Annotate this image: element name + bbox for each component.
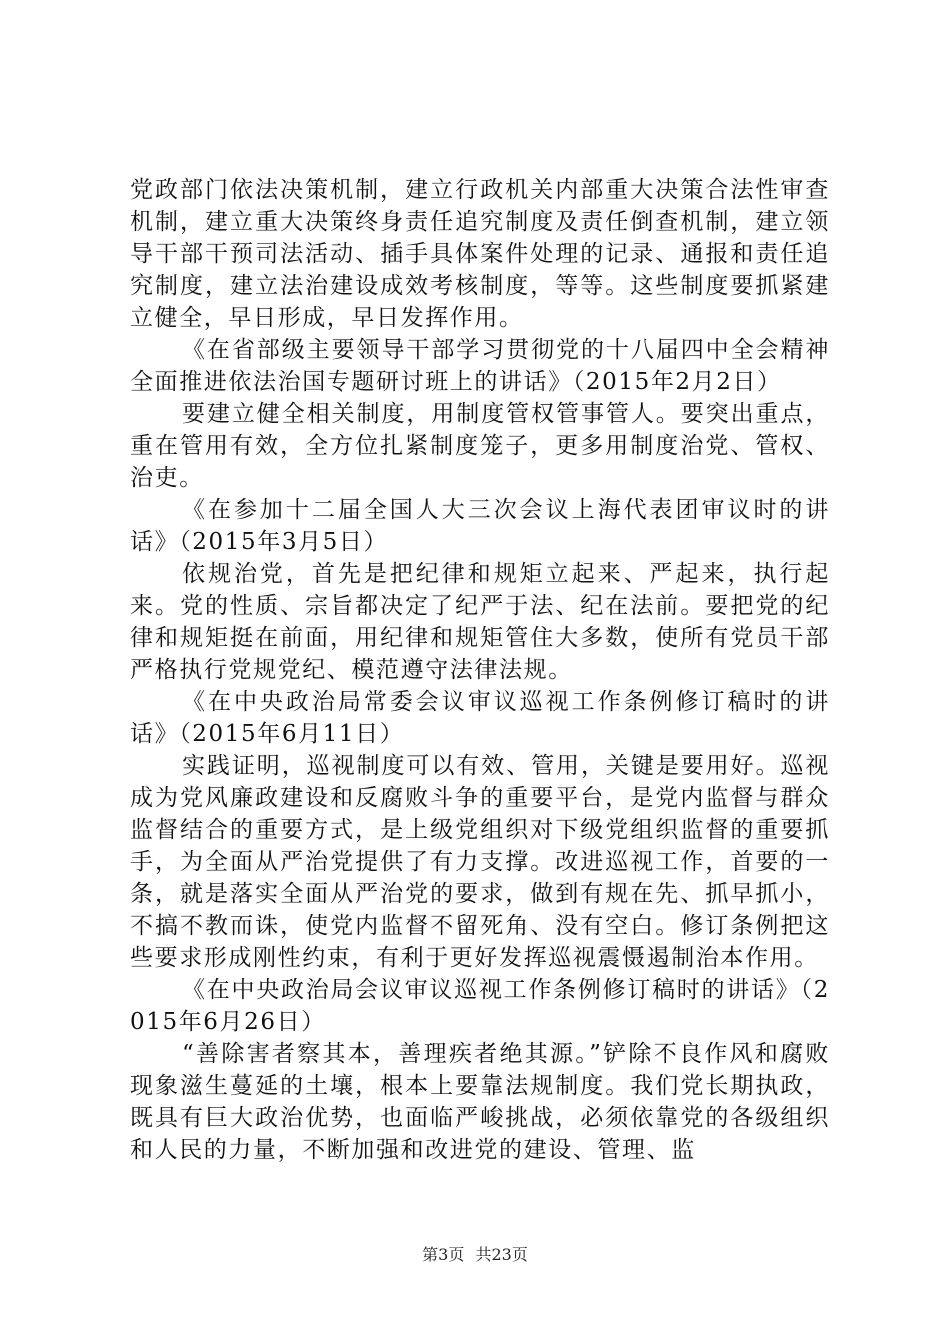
- document-body: [130, 174, 830, 1166]
- citation-1: 《在省部级主要领导干部学习贯彻党的十八届四中全会精神全面推进依法治国专题研讨班上的讲话》（2015年2月2日）: [130, 337, 830, 395]
- citation-2: 《在参加十二届全国人大三次会议上海代表团审议时的讲话》（2015年3月5日）: [130, 497, 830, 555]
- page-footer: [0, 1245, 950, 1265]
- paragraph-2: 要建立健全相关制度，用制度管权管事管人。要突出重点，重在管用有效，全方位扎紧制度笼子，更多用制度治党、管权、治吏。: [130, 401, 830, 491]
- paragraph-5: “善除害者察其本，善理疾者绝其源。”铲除不良作风和腐败现象滋生蔓延的土壤，根本上要靠法规制度。我们党长期执政，既具有巨大政治优势，也面临严峻挑战，必须依靠党的各级组织和人民的力量，不断加强和改进党的建设、管理、监: [130, 1041, 830, 1163]
- paragraph-4: 实践证明，巡视制度可以有效、管用，关键是要用好。巡视成为党风廉政建设和反腐败斗争的重要平台，是党内监督与群众监督结合的重要方式，是上级党组织对下级党组织监督的重要抓手，为全面从严治党提供了有力支撑。改进巡视工作，首要的一条，就是落实全面从严治党的要求，做到有规在先、抓早抓小，不搞不教而诛，使党内监督不留死角、没有空白。修订条例把这些要求形成刚性约束，有利于更好发挥巡视震慑遏制治本作用。: [130, 753, 830, 971]
- page-total: 共23页: [475, 1245, 528, 1264]
- citation-4: 《在中央政治局会议审议巡视工作条例修订稿时的讲话》（2015年6月26日）: [130, 977, 830, 1035]
- citation-3: 《在中央政治局常委会议审议巡视工作条例修订稿时的讲话》（2015年6月11日）: [130, 689, 830, 747]
- page-number: 第3页: [422, 1245, 465, 1264]
- paragraph-1: 党政部门依法决策机制，建立行政机关内部重大决策合法性审查机制，建立重大决策终身责任追究制度及责任倒查机制，建立领导干部干预司法活动、插手具体案件处理的记录、通报和责任追究制度，建立法治建设成效考核制度，等等。这些制度要抓紧建立健全，早日形成，早日发挥作用。: [130, 177, 830, 331]
- paragraph-3: 依规治党，首先是把纪律和规矩立起来、严起来，执行起来。党的性质、宗旨都决定了纪严于法、纪在法前。要把党的纪律和规矩挺在前面，用纪律和规矩管住大多数，使所有党员干部严格执行党规党纪、模范遵守法律法规。: [130, 561, 830, 683]
